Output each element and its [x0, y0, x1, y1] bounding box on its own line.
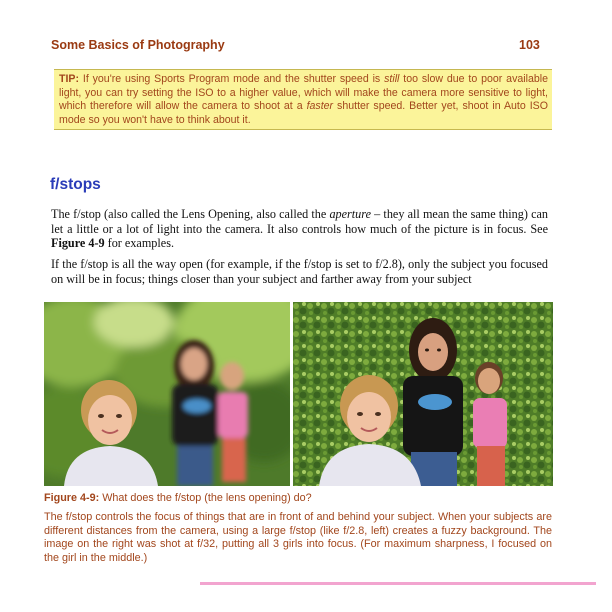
tip-emphasis-still: still	[384, 73, 400, 85]
figure-explanation: The f/stop controls the focus of things that are in front of and behind your subject. When your subjects are different distances from the camera, using a large f/stop (like f/2.8, left) creates a fuzzy background. The image on the right was shot at f/32, putting all 3 girls into focus. (For maximum sharpness, I focused on the girl in the middle.)	[44, 511, 552, 564]
figure-caption-text: What does the f/stop (the lens opening) do?	[99, 492, 312, 504]
paragraph-1-emphasis: aperture	[329, 207, 371, 221]
section-heading: f/stops	[50, 176, 101, 193]
running-header-chapter: Some Basics of Photography	[51, 38, 225, 52]
figure-label: Figure 4-9:	[44, 492, 100, 504]
page-number: 103	[519, 38, 540, 52]
paragraph-1	[51, 207, 548, 251]
footer-rule	[200, 582, 596, 585]
tip-text-1: If you're using Sports Program mode and the shutter speed is	[79, 73, 385, 85]
tip-label: TIP:	[59, 73, 80, 85]
paragraph-1-text-c: for examples.	[104, 236, 174, 250]
paragraph-1-text-b: – they all mean the same thing) can let a little or a lot of light into the camera. It also controls how much of the picture is in focus. See	[51, 207, 548, 236]
figure-reference: Figure 4-9	[51, 236, 105, 250]
photo-deep-focus	[293, 302, 553, 486]
tip-emphasis-faster: faster	[306, 100, 334, 112]
tip-text-3: shutter speed. Better yet, shoot in Auto ISO mode so you won't have to think about it.	[59, 100, 548, 126]
photo-shallow-focus	[44, 302, 290, 486]
paragraph-2: If the f/stop is all the way open (for example, if the f/stop is set to f/2.8), only the subject you focused on will be in focus; things closer than your subject and farther away from your subject	[51, 257, 548, 286]
paragraph-1-text-a: The f/stop (also called the Lens Opening, also called the	[51, 207, 330, 221]
figure-caption	[44, 492, 312, 504]
tip-text-2: too slow due to poor available light, you can try setting the ISO to a higher value, which will make the camera more sensitive to light, which therefore will allow the camera to shoot at a	[59, 73, 548, 112]
tip-box	[54, 69, 552, 130]
